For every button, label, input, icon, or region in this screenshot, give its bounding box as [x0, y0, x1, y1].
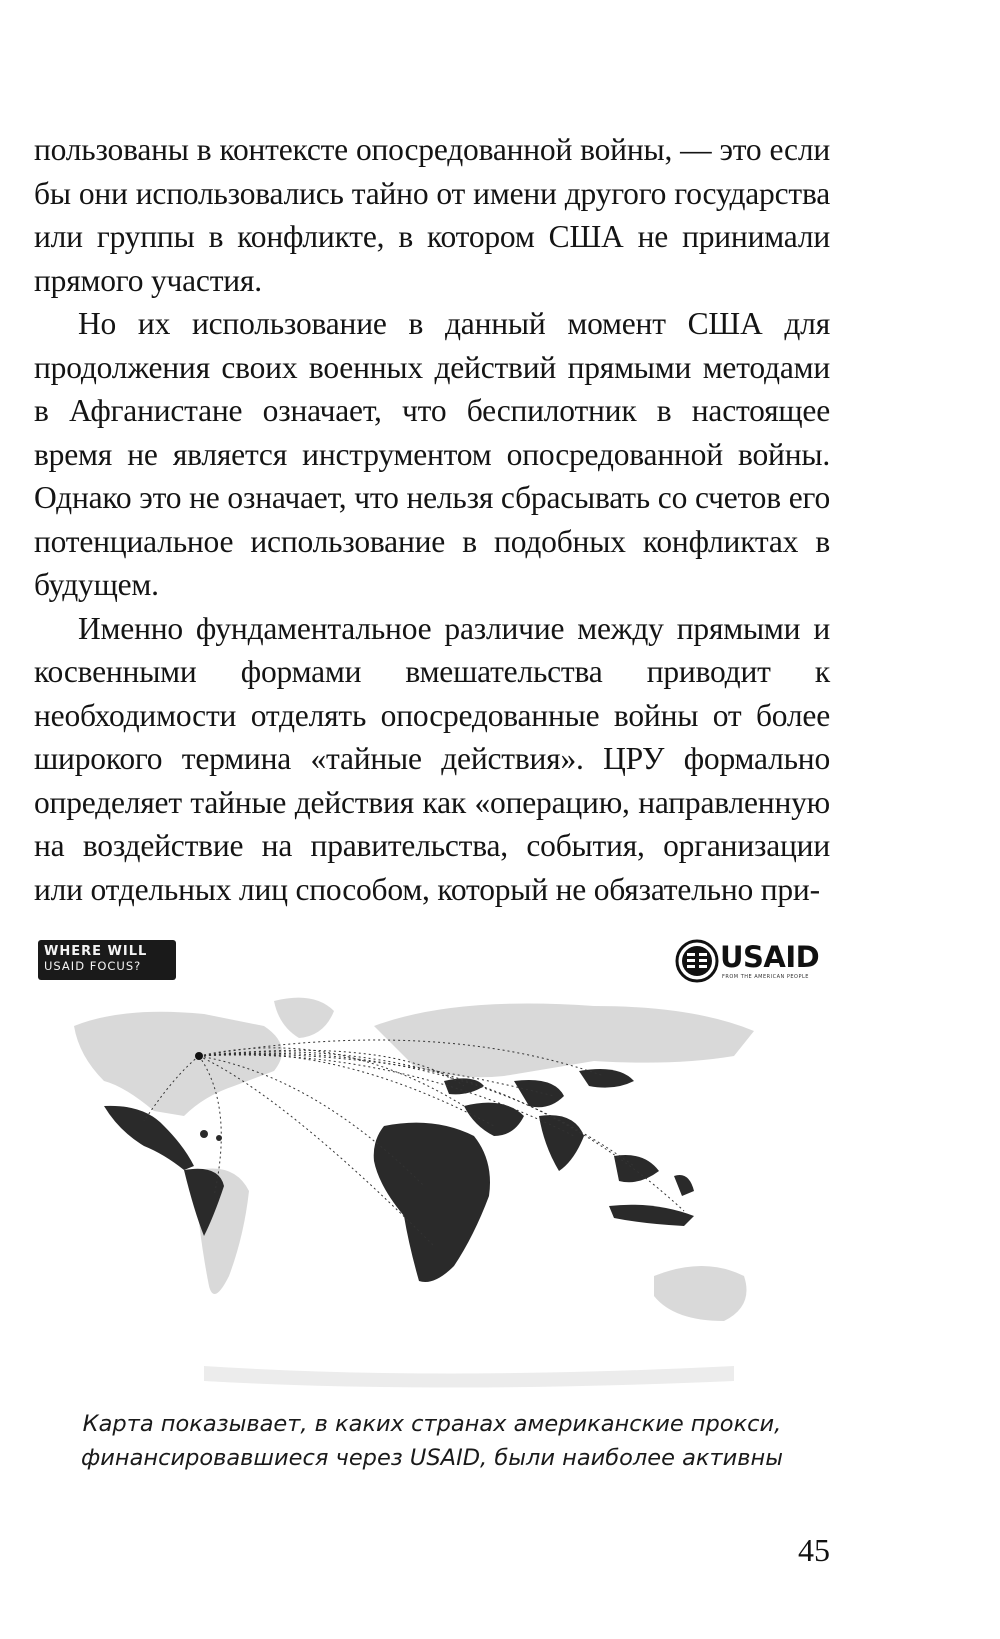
usaid-tagline: FROM THE AMERICAN PEOPLE — [722, 974, 809, 980]
page-number: 45 — [798, 1532, 830, 1568]
paragraph-1: пользованы в контексте опосредованной войны, — это если бы они использовались тайно от имени другого государства или группы в конфликте, в котором США не принимали прямого участия. — [34, 132, 830, 298]
paragraph-3: Именно фундаментальное различие между прямыми и косвенными формами вмешательства приводит к необходимости отделять опосредованные войны от более широкого термина «тайные действия». ЦРУ формально определяет тайные действия как «операцию, направленную на воздействие на правительства, события, организации или отдельных лиц способом, который не обязательно при- — [34, 610, 830, 907]
world-map — [34, 986, 830, 1396]
usaid-wordmark: USAID — [720, 940, 820, 974]
caption-line-1: Карта показывает, в каких странах американские прокси, — [82, 1411, 782, 1437]
paragraph-2: Но их использование в данный момент США для продолжения своих военных действий прямыми методами в Афганистане означает, что беспилотник в настоящее время не является инструментом опосредованной войны. Однако это не означает, что нельзя сбрасывать со счетов его потенциальное использование в подобных конфликтах в будущем. — [34, 306, 830, 602]
caption-line-2: финансировавшиеся через USAID, были наиболее активны — [81, 1445, 783, 1471]
badge-line-2: USAID FOCUS? — [44, 959, 142, 973]
usaid-emblem-icon — [674, 938, 720, 984]
body-text — [34, 128, 830, 911]
figure-caption — [34, 1407, 830, 1475]
washington-origin-point — [195, 1052, 203, 1060]
usaid-map-figure — [34, 926, 830, 1396]
badge-line-1: WHERE WILL — [44, 944, 148, 959]
where-will-usaid-focus-badge — [38, 940, 176, 980]
